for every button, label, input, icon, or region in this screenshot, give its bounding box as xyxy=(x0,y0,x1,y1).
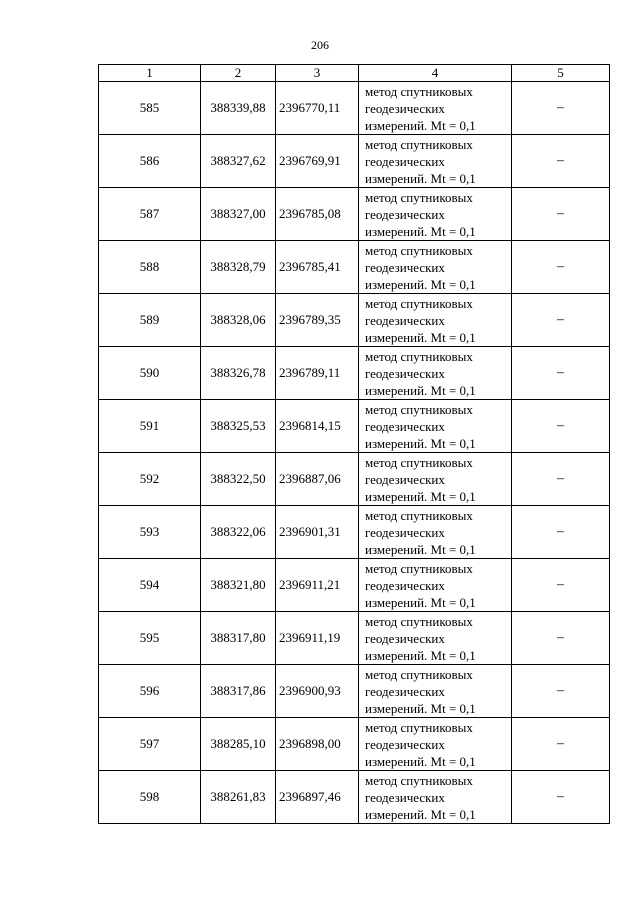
coordinate-y: 2396900,93 xyxy=(276,665,359,718)
column-header-3: 3 xyxy=(276,65,359,82)
method-line-2: геодезических xyxy=(365,683,445,699)
note-cell: – xyxy=(512,612,610,665)
coordinate-y: 2396770,11 xyxy=(276,82,359,135)
coordinate-x: 388317,80 xyxy=(201,612,276,665)
method-line-1: метод спутниковых xyxy=(365,136,473,152)
coordinates-table xyxy=(98,64,610,824)
coordinate-y: 2396897,46 xyxy=(276,771,359,824)
method-line-1: метод спутниковых xyxy=(365,772,473,788)
note-cell: – xyxy=(512,665,610,718)
coordinate-y: 2396911,19 xyxy=(276,612,359,665)
table-row xyxy=(99,294,610,347)
coordinate-x: 388317,86 xyxy=(201,665,276,718)
method-line-2: геодезических xyxy=(365,789,445,805)
table-row xyxy=(99,453,610,506)
point-number: 586 xyxy=(99,135,201,188)
point-number: 587 xyxy=(99,188,201,241)
coordinate-y: 2396814,15 xyxy=(276,400,359,453)
point-number: 593 xyxy=(99,506,201,559)
table-row xyxy=(99,241,610,294)
coordinate-x: 388261,83 xyxy=(201,771,276,824)
coordinate-x: 388339,88 xyxy=(201,82,276,135)
coordinate-y: 2396769,91 xyxy=(276,135,359,188)
note-cell: – xyxy=(512,453,610,506)
point-number: 590 xyxy=(99,347,201,400)
coordinate-x: 388325,53 xyxy=(201,400,276,453)
method-line-2: геодезических xyxy=(365,365,445,381)
coordinate-y: 2396911,21 xyxy=(276,559,359,612)
method-description xyxy=(359,771,512,824)
method-line-1: метод спутниковых xyxy=(365,666,473,682)
table-row xyxy=(99,82,610,135)
coordinate-y: 2396789,35 xyxy=(276,294,359,347)
note-cell: – xyxy=(512,135,610,188)
method-line-2: геодезических xyxy=(365,736,445,752)
method-description xyxy=(359,453,512,506)
method-line-1: метод спутниковых xyxy=(365,83,473,99)
coordinate-y: 2396898,00 xyxy=(276,718,359,771)
point-number: 597 xyxy=(99,718,201,771)
method-line-2: геодезических xyxy=(365,630,445,646)
method-line-1: метод спутниковых xyxy=(365,295,473,311)
table-row xyxy=(99,400,610,453)
point-number: 589 xyxy=(99,294,201,347)
coordinate-x: 388321,80 xyxy=(201,559,276,612)
method-line-2: геодезических xyxy=(365,577,445,593)
method-description xyxy=(359,718,512,771)
point-number: 588 xyxy=(99,241,201,294)
note-cell: – xyxy=(512,559,610,612)
table-row xyxy=(99,718,610,771)
method-line-3: измерений. Mt = 0,1 xyxy=(365,700,476,716)
method-line-3: измерений. Mt = 0,1 xyxy=(365,276,476,292)
method-line-1: метод спутниковых xyxy=(365,189,473,205)
coordinate-x: 388328,06 xyxy=(201,294,276,347)
method-line-3: измерений. Mt = 0,1 xyxy=(365,170,476,186)
point-number: 594 xyxy=(99,559,201,612)
method-line-1: метод спутниковых xyxy=(365,719,473,735)
method-description xyxy=(359,82,512,135)
method-line-1: метод спутниковых xyxy=(365,560,473,576)
point-number: 592 xyxy=(99,453,201,506)
page-number: 206 xyxy=(311,38,329,52)
point-number: 596 xyxy=(99,665,201,718)
method-line-2: геодезических xyxy=(365,206,445,222)
coordinate-x: 388322,06 xyxy=(201,506,276,559)
method-line-2: геодезических xyxy=(365,312,445,328)
column-header-1: 1 xyxy=(99,65,201,82)
method-line-2: геодезических xyxy=(365,471,445,487)
column-header-5: 5 xyxy=(512,65,610,82)
method-description xyxy=(359,506,512,559)
note-cell: – xyxy=(512,241,610,294)
method-line-3: измерений. Mt = 0,1 xyxy=(365,382,476,398)
table-header-row xyxy=(99,65,610,82)
table-row xyxy=(99,559,610,612)
coordinate-y: 2396785,08 xyxy=(276,188,359,241)
method-line-1: метод спутниковых xyxy=(365,507,473,523)
method-line-3: измерений. Mt = 0,1 xyxy=(365,435,476,451)
coordinate-y: 2396887,06 xyxy=(276,453,359,506)
table-row xyxy=(99,135,610,188)
method-line-3: измерений. Mt = 0,1 xyxy=(365,329,476,345)
method-description xyxy=(359,612,512,665)
note-cell: – xyxy=(512,188,610,241)
method-description xyxy=(359,665,512,718)
method-line-3: измерений. Mt = 0,1 xyxy=(365,753,476,769)
coordinate-y: 2396789,11 xyxy=(276,347,359,400)
method-line-3: измерений. Mt = 0,1 xyxy=(365,806,476,822)
table-row xyxy=(99,771,610,824)
column-header-4: 4 xyxy=(359,65,512,82)
table-row xyxy=(99,665,610,718)
coordinate-x: 388326,78 xyxy=(201,347,276,400)
method-line-2: геодезических xyxy=(365,100,445,116)
note-cell: – xyxy=(512,82,610,135)
method-line-1: метод спутниковых xyxy=(365,242,473,258)
method-line-1: метод спутниковых xyxy=(365,348,473,364)
table-row xyxy=(99,506,610,559)
note-cell: – xyxy=(512,347,610,400)
coordinate-x: 388328,79 xyxy=(201,241,276,294)
method-description xyxy=(359,400,512,453)
note-cell: – xyxy=(512,506,610,559)
coordinate-x: 388327,00 xyxy=(201,188,276,241)
note-cell: – xyxy=(512,294,610,347)
method-description xyxy=(359,294,512,347)
method-line-2: геодезических xyxy=(365,259,445,275)
method-line-3: измерений. Mt = 0,1 xyxy=(365,647,476,663)
method-description xyxy=(359,135,512,188)
table-row xyxy=(99,188,610,241)
method-line-3: измерений. Mt = 0,1 xyxy=(365,223,476,239)
method-line-2: геодезических xyxy=(365,418,445,434)
method-line-2: геодезических xyxy=(365,524,445,540)
method-description xyxy=(359,347,512,400)
point-number: 595 xyxy=(99,612,201,665)
coordinate-x: 388322,50 xyxy=(201,453,276,506)
column-header-2: 2 xyxy=(201,65,276,82)
coordinate-y: 2396785,41 xyxy=(276,241,359,294)
method-line-1: метод спутниковых xyxy=(365,613,473,629)
method-line-2: геодезических xyxy=(365,153,445,169)
coordinate-x: 388327,62 xyxy=(201,135,276,188)
point-number: 598 xyxy=(99,771,201,824)
method-line-1: метод спутниковых xyxy=(365,454,473,470)
note-cell: – xyxy=(512,718,610,771)
point-number: 591 xyxy=(99,400,201,453)
note-cell: – xyxy=(512,400,610,453)
method-line-3: измерений. Mt = 0,1 xyxy=(365,488,476,504)
point-number: 585 xyxy=(99,82,201,135)
table-row xyxy=(99,612,610,665)
table-row xyxy=(99,347,610,400)
method-line-1: метод спутниковых xyxy=(365,401,473,417)
note-cell: – xyxy=(512,771,610,824)
method-line-3: измерений. Mt = 0,1 xyxy=(365,117,476,133)
coordinate-y: 2396901,31 xyxy=(276,506,359,559)
method-description xyxy=(359,559,512,612)
method-line-3: измерений. Mt = 0,1 xyxy=(365,594,476,610)
method-description xyxy=(359,188,512,241)
method-line-3: измерений. Mt = 0,1 xyxy=(365,541,476,557)
method-description xyxy=(359,241,512,294)
coordinate-x: 388285,10 xyxy=(201,718,276,771)
